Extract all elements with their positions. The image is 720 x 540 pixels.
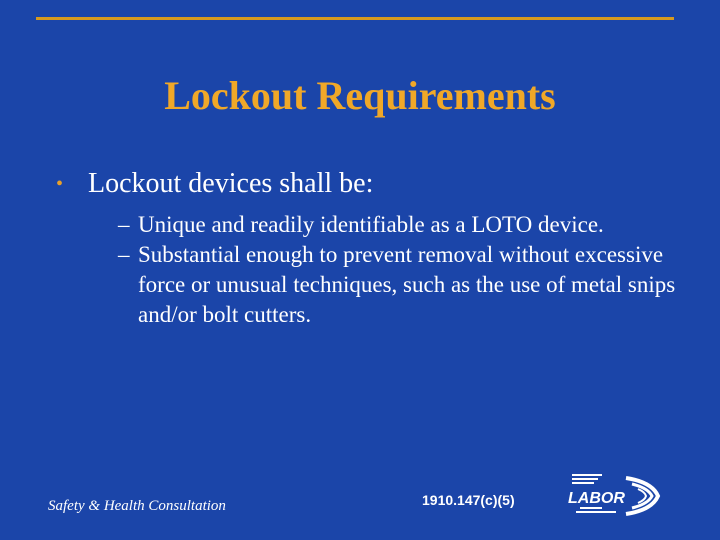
sub-item [118,210,676,240]
dash-icon: – [118,212,130,237]
department-of-labor-logo-icon [566,472,662,518]
logo-word: LABOR [568,490,625,507]
bullet-item [56,166,676,202]
body-content [56,166,676,330]
bullet-text: Lockout devices shall be: [88,168,374,199]
sub-item-text: Unique and readily identifiable as a LOTO device. [138,212,604,237]
slide-title: Lockout Requirements [164,73,556,118]
sub-item-text: Substantial enough to prevent removal without excessive force or unusual techniques, such as the use of metal snips and/or bolt cutters. [138,242,676,327]
sub-item [118,240,676,330]
top-rule [36,17,674,20]
bullet-dot-icon: • [56,173,64,195]
dash-icon: – [118,242,130,267]
footer-organization: Safety & Health Consultation [48,498,226,514]
sub-list [118,210,676,330]
footer-regulation: 1910.147(c)(5) [422,492,515,508]
